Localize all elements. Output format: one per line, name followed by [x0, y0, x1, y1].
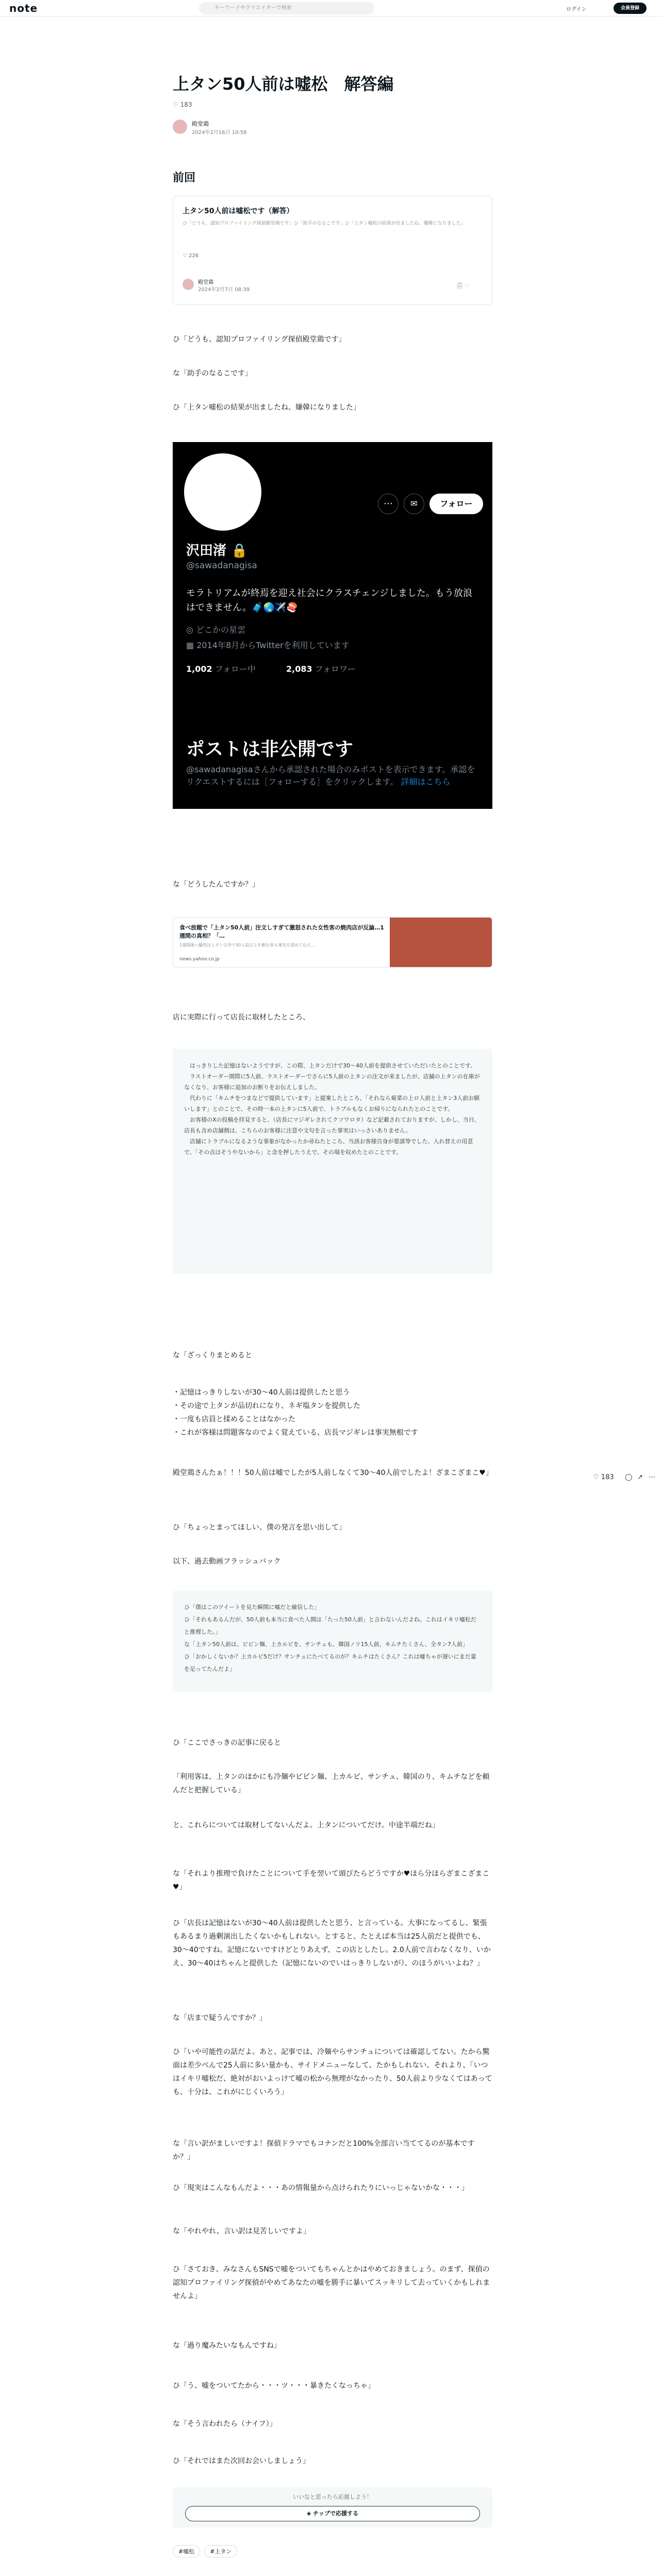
global-header — [0, 0, 662, 16]
dialog-line: ひ「ここでさっきの記事に戻ると — [173, 1739, 281, 1747]
dialog-line: な「過り魔みたいなもんですね」 — [173, 2342, 281, 2350]
dialog-line: ひ「上タン嘘松の結果が出ましたね、嫌韓になりました」 — [173, 403, 360, 412]
card-avatar — [183, 279, 194, 290]
quote-line: ひ「僕はこのツイートを見た瞬間に嘘だと確信した」 — [184, 1604, 320, 1611]
dialog-line: な「助手のなるこです」 — [173, 369, 252, 378]
floating-more-icon[interactable]: ⋯ — [649, 1473, 655, 1481]
private-text: @sawadanagisaさんから承認された場合のみポストを表示できます。承認をリクエストするには［フォローする］をクリックします。 詳細はこちら — [186, 765, 475, 787]
dialog-line: な「どうしたんですか？」 — [173, 880, 259, 889]
tip-button[interactable]: ◈ チップで応援する — [185, 2506, 480, 2521]
blockquote — [173, 1049, 492, 1274]
calendar-icon: ▦ — [186, 640, 194, 650]
message-icon[interactable]: ✉ — [404, 494, 424, 514]
like-count-top[interactable]: ♡ 183 — [173, 101, 192, 108]
twitter-following[interactable]: 1,002 フォロー中 — [186, 664, 256, 674]
signup-button[interactable]: 会員登録 — [614, 3, 647, 14]
dialog-line: ひ「う、嘘をついてたから・・・ツ・・・暴きたくなっちゃ」 — [173, 2382, 375, 2390]
note-logo[interactable]: note — [9, 2, 38, 14]
quote-line: ひ「それもあるんだが、50人前も本当に食べた人間は「たった50人前」と言わないんだよね。これはイキリ嘘松だと推理した。」 — [184, 1616, 476, 1635]
card-link-icon: 🗐 ♡ — [457, 283, 470, 290]
dialog-line: と、これらについては取材してないんだよ。上タンについてだけ。中途半端だね」 — [173, 1821, 439, 1829]
tag[interactable]: #嘘松 — [173, 2545, 200, 2557]
twitter-avatar — [182, 451, 263, 533]
dialog-line: 「利用客は、上タンのほかにも冷麺やビビン麺、上カルビ、サンチュ、韓国のり、キムチなどを頼んだと把握している」 — [173, 1773, 490, 1794]
twitter-follow-button[interactable]: フォロー — [429, 494, 483, 514]
floating-share-icon[interactable]: ↗ — [637, 1473, 643, 1481]
more-icon[interactable]: ⋯ — [378, 494, 399, 514]
dialog-line: ひ「店長は記憶はないが30〜40人前は提供したと思う、と言っている。大事になってるし、緊張もあるまり過剰演出したくないかもしれない。とすると、たとえば本当は25人前だと提供でも、30〜40ですね。記憶にないですけどとりあえず、この店としたし。2.0人前で言わなくなり、いかえ、30〜40はちゃんと提供した（記憶にないのでいはっきりしないが）、のほうがいいよね？」 — [173, 1919, 491, 1968]
floating-comment-icon[interactable]: ◯ — [625, 1473, 633, 1481]
twitter-embed[interactable] — [173, 442, 492, 809]
bullet: ・その途で上タンが品切れになり、ネギ塩タンを提供した — [173, 1402, 360, 1410]
dialog-line: な「やれやれ、言い訳は見苦しいですよ」 — [173, 2227, 310, 2235]
paragraph: 以下、過去動画フラッシュバック — [173, 1557, 281, 1566]
dialog-line: ひ「いや可能性の話だよ。あと、記事では、冷麺やらサンチュについては確認してない。たから驚面は差少ぺんで25人前に多い量かも、サイドメニューなして、たかもしれない。それより、「いつはイキリ嘘松だ、絶対がおいよっけて嘘の松から無理がなかったり、50人前より少なくてはあっても、十分は、これがにじくいろう」 — [173, 2048, 492, 2096]
login-link[interactable]: ログイン — [566, 7, 587, 12]
heart-icon: ♡ — [173, 101, 178, 108]
twitter-bio: モラトリアムが終焉を迎え社会にクラスチェンジしました。もう放浪はできません。🧳🌏✈️🍣 — [186, 588, 472, 613]
author-avatar[interactable] — [173, 120, 187, 134]
search-input[interactable]: キーワードやクリエイターで検索 — [199, 2, 374, 14]
dialog-line: ひ「ちょっとまってほしい、僕の発言を思い出して」 — [173, 1523, 346, 1532]
bullet: ・これが客様は問題客なのでよく覚えている、店長マジギレは事実無根です — [173, 1429, 418, 1437]
twitter-joined: ▦ 2014年8月からTwitterを利用しています — [186, 640, 350, 650]
quote-line: な「上タン50人前は、ビビン麺、上カルビを、サンチュも、韓国ノリ15人前、キムチたくさん、全タン7人前」 — [184, 1641, 468, 1648]
twitter-name: 沢田渚 🔒 — [186, 543, 248, 558]
dialog-line: ひ「それではまた次回お会いしましょう」 — [173, 2457, 310, 2465]
article-title: 上タン50人前は嘘松 解答編 — [173, 74, 394, 94]
dialog-line: ひ「どうも、認知プロファイリング探偵殿堂鶏です」 — [173, 335, 346, 344]
lock-icon: 🔒 — [231, 543, 248, 558]
card-likes: ♡ 226 — [183, 253, 199, 259]
twitter-followers[interactable]: 2,083 フォロワー — [286, 664, 356, 674]
embedded-note-card[interactable] — [173, 196, 492, 305]
tip-icon: ◈ — [306, 2510, 311, 2517]
location-icon: ◎ — [186, 625, 193, 635]
link-desc: 1週間後へ騒然は上タン以外で50人前以上を頼む客も事実を認めて伝え… — [179, 943, 316, 947]
dialog-line: な「店まで疑うんですか？」 — [173, 2014, 267, 2022]
publish-date: 2024年2月16日 10:58 — [192, 130, 247, 135]
twitter-handle: @sawadanagisa — [186, 561, 257, 571]
bullet: ・記憶はっきりしないが30〜40人前は提供したと思う — [173, 1388, 350, 1397]
dialog-line: な「ざっくりまとめると — [173, 1351, 252, 1360]
bullet: ・一度も店員と揉めることはなかった — [173, 1415, 295, 1423]
card-date: 2024年2月7日 08:39 — [198, 287, 250, 293]
support-box — [173, 2487, 492, 2528]
support-text: いいなと思ったら応援しよう！ — [293, 2494, 372, 2500]
link-thumbnail — [390, 918, 492, 968]
blockquote — [173, 1591, 492, 1692]
dialog-line: ひ「現実はこんなもんだよ・・・あの情報量から点けられたりにいっじゃないかな・・・」 — [173, 2184, 469, 2192]
link-domain: news.yahoo.co.jp — [179, 957, 220, 962]
news-link-card[interactable] — [173, 917, 492, 968]
card-excerpt: ひ「どうも、認知プロファイリング探偵殿堂鶏です」ひ「助手のなるこです」ひ「上タン嘘松の結果が出ましたね、嫌韓になりました」 — [183, 221, 466, 226]
dialog-line: な「言い訳がましいですよ！探偵ドラマでもコナンだと100%全部言い当ててるのが基本ですか？」 — [173, 2140, 475, 2161]
tag[interactable]: #上タン — [204, 2545, 237, 2557]
paragraph: 店に実際に行って店長に取材したところ、 — [173, 1013, 310, 1022]
card-title: 上タン50人前は嘘松です（解答） — [183, 207, 294, 215]
link-title: 食べ放題で「上タン50人前」注文しすぎて激怒された女性客の焼肉店が反論…1週間の真相？「… — [179, 924, 384, 939]
quote-text: はっきりした記憶はないようですが、この際、上タンだけで30〜40人前を提供させていただいたとのことです。 ラストオーダー間際に5人前、ラストオーダーでさらに5人前の上タンの注文が来ましたが、店舗の上タンの在庫がなくなり、お客様に追加のお断りをお伝えしました。 代わりに「キムチをつまなどで提供しています」と提案したところ、「それなら菊菜の上ロ人前と上タン3人前お願いします」とのことで、その時一本の上タンに5人前で、トラブルもなくお帰りになられたとのことです。 お客様のXの投稿を拝見すると、（店長にマジギレされてクソワロタ）など記載されておりますが、しかし、当日、店長も含め店舗側は、こちらのお客様に注意や文句を言った事実はいっさいありません。 店舗にトラブルになるような事象がなかったか尋ねたところ、当該お客様自身が要請等でした。入れ替えの用意で、「その点はそうやないから」と念を押したうえで、その場を収めたとのことです。 — [184, 1062, 480, 1156]
dialog-line: な「それより推理で負けたことについて手を翌いて頭びたらどうですか♥ほら分ほらざまこざまこ♥」 — [173, 1870, 490, 1891]
dialog-line: 殿堂鶏さんたぁ！！！50人前は嘘でしたが5人前しなくて30〜40人前でしたよ！ざまこざまこ♥」 — [173, 1469, 493, 1477]
author-name[interactable]: 殿堂鶏 — [192, 121, 209, 127]
quote-line: ひ「おかしくないか？上カルビ5だけ？サンチュにたべてるのが？キムチはたくさん？これは嘘ちゃが遅いにまだ量を足ってたんだよ」 — [184, 1653, 476, 1672]
tag-list — [173, 2545, 241, 2557]
floating-like[interactable]: ♡ 183 — [593, 1473, 614, 1481]
twitter-location: ◎ どこかの星雲 — [186, 625, 246, 635]
card-author: 殿堂鶏 — [198, 280, 213, 285]
private-title: ポストは非公開です — [186, 739, 354, 760]
dialog-line: な「そう言われたら（ナイフ）」 — [173, 2420, 277, 2428]
dialog-line: ひ「さておき、みなさんもSNSで嘘をついてもちゃんとかはやめておきましょう。のまず、探偵の認知プロファイリング探偵がやめてあなたの嘘を勝手に暴いてスッキリして去っていくかもしれませんよ」 — [173, 2265, 490, 2300]
section-heading: 前回 — [173, 172, 196, 184]
